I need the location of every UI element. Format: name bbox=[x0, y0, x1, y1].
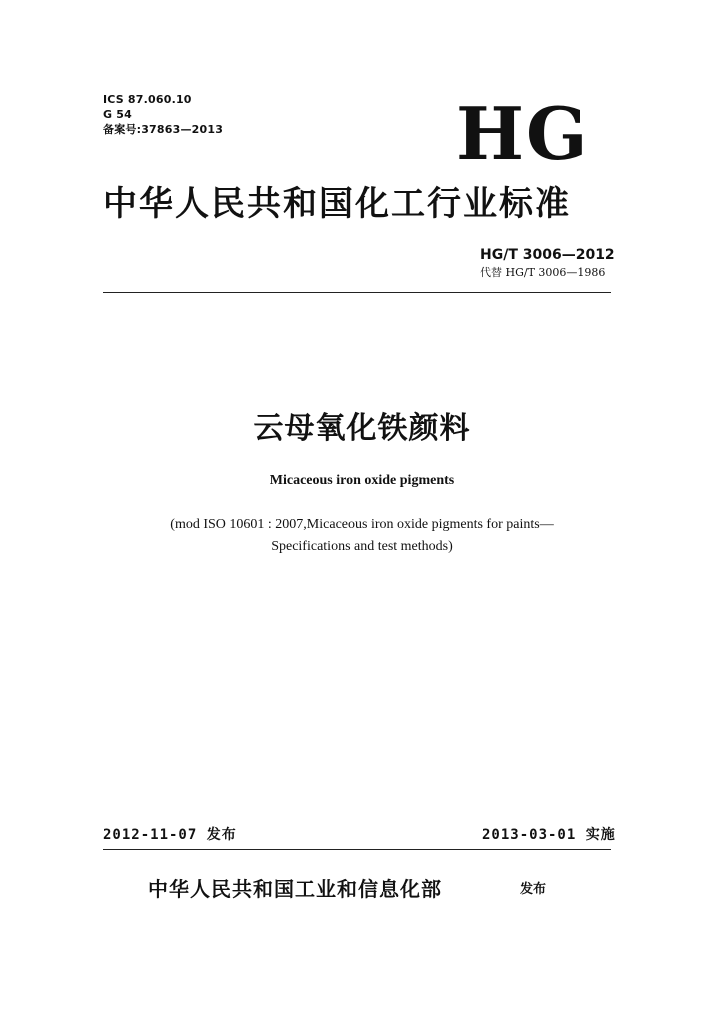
standard-category-title: 中华人民共和国化工行业标准 bbox=[103, 184, 571, 224]
footer-divider bbox=[103, 849, 611, 850]
adoption-note-line-1: (mod ISO 10601 : 2007,Micaceous iron oxide pigments for paints— bbox=[170, 517, 554, 532]
replaces-standard: 代替 HG/T 3006—1986 bbox=[480, 266, 606, 279]
issue-date: 2012-11-07 发布 bbox=[103, 827, 237, 843]
document-title-en: Micaceous iron oxide pigments bbox=[269, 473, 455, 488]
hg-logo: HG bbox=[456, 91, 590, 176]
classification-block bbox=[103, 92, 223, 137]
adoption-note-line-2: Specifications and test methods) bbox=[271, 539, 453, 554]
publish-label: 发布 bbox=[520, 882, 547, 897]
filing-number: 备案号:37863—2013 bbox=[103, 123, 224, 136]
header-divider bbox=[103, 292, 611, 293]
implementation-date: 2013-03-01 实施 bbox=[482, 827, 616, 843]
adoption-note bbox=[0, 514, 724, 558]
document-title-cn: 云母氧化铁颜料 bbox=[253, 411, 471, 446]
ccs-code: G 54 bbox=[103, 108, 132, 121]
publisher-name: 中华人民共和国工业和信息化部 bbox=[148, 877, 442, 901]
standard-number: HG/T 3006—2012 bbox=[480, 247, 615, 263]
ics-code: ICS 87.060.10 bbox=[103, 93, 192, 106]
